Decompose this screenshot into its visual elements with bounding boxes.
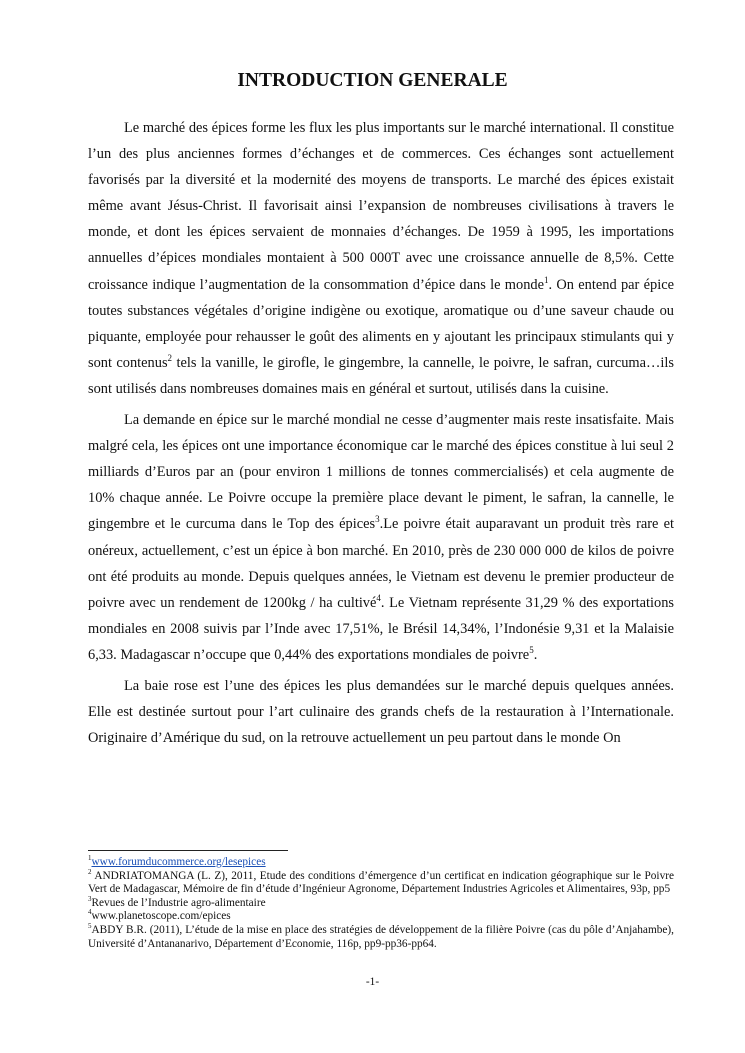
footnote-ref: 4 — [376, 592, 381, 603]
paragraph-text: tels la vanille, le girofle, le gingembre, la cannelle, le poivre, le safran, curcuma…ils sont utilisés dans nombreuses domaines mais en général et surtout, utilisés dans la cuisine. — [88, 354, 674, 397]
footnote-ref: 3 — [375, 514, 380, 525]
paragraph-text: La baie rose est l’une des épices les plus demandées sur le marché depuis quelques années. Elle est destinée surtout pour l’art culinaire des grands chefs de la restauration à l’Internationale. Originaire d’Amérique du sud, on la retrouve actuellement un peu partout dans le monde On — [88, 677, 674, 747]
footnote-text: Revues de l’Industrie agro-alimentaire — [91, 896, 266, 909]
footnote-number: 1 — [88, 854, 92, 863]
footnote-1 — [88, 856, 674, 870]
footnote-5 — [88, 924, 674, 951]
footnote-3 — [88, 897, 674, 911]
paragraph-2 — [88, 407, 674, 668]
paragraph-text: Le marché des épices forme les flux les plus importants sur le marché international. Il constitue l’un des plus anciennes formes d’échanges et de commerces. Ces échanges sont actuellement favorisés par la diversité et la modernité des moyens de transports. Le marché des épices existait même avant Jésus-Christ. Il favorisait ainsi l’expansion de nombreuses civilisations à travers le monde, et dont les épices servaient de monnaies d’échanges. De 1959 à 1995, les importations annuelles d’épices mondiales montaient à 500 000T avec une croissance annuelle de 8,5%. Cette croissance indique l’augmentation de la consommation d’épice dans le monde — [88, 120, 674, 293]
footnote-separator — [88, 850, 288, 851]
footnote-number: 3 — [88, 895, 92, 904]
paragraph-3 — [88, 673, 674, 751]
footnote-4 — [88, 910, 674, 924]
footnote-text: www.planetoscope.com/epices — [91, 910, 231, 923]
page-title: INTRODUCTION GENERALE — [237, 70, 508, 91]
footnote-ref: 5 — [529, 645, 534, 656]
paragraph-text: .Le poivre était auparavant un produit très rare et onéreux, actuellement, c’est un épice à bon marché. En 2010, près de 230 000 000 de kilos de poivre ont été produits au monde. Depuis quelques années, le Vietnam est devenu le premier producteur de poivre avec un rendement de 1200kg / ha cultivé — [88, 516, 674, 611]
paragraph-1 — [88, 115, 674, 402]
footnote-number: 5 — [88, 922, 92, 931]
paragraph-text: . — [533, 646, 538, 663]
footnote-ref: 1 — [543, 274, 549, 285]
footnote-ref: 2 — [167, 353, 173, 364]
footnote-number: 2 — [88, 867, 92, 876]
footnote-text: ANDRIATOMANGA (L. Z), 2011, Etude des conditions d’émergence d’un certificat en indication géographique sur le Poivre Vert de Madagascar, Mémoire de fin d’étude d’Ingénieur Agronome, Département Industries Agricoles et Alimentaires, 93p, pp5 — [88, 869, 674, 896]
body-text — [88, 115, 674, 756]
footnotes — [88, 856, 674, 951]
paragraph-text: . Le Vietnam représente 31,29 % des exportations mondiales en 2008 suivis par l’Inde avec 17,51%, le Brésil 14,34%, l’Indonésie 9,31 et la Malaisie 6,33. Madagascar n’occupe que 0,44% des exportations mondiales de poivre — [88, 594, 674, 663]
paragraph-text: . On entend par épice toutes substances végétales d’origine indigène ou exotique, aromatique ou d’une saveur chaude ou piquante, employée pour rehausser le goût des aliments en y ajoutant les principaux stimulants qui y sont contenus — [88, 276, 674, 371]
paragraph-text: La demande en épice sur le marché mondial ne cesse d’augmenter mais reste insatisfaite. Mais malgré cela, les épices ont une importance économique car le marché des épices constitue à lui seul 2 milliards d’Euros par an (pour environ 1 millions de tonnes commercialisés) et cela augmente de 10% chaque année. Le Poivre occupe la première place devant le piment, le safran, la cannelle, le gingembre et le curcuma dans le Top des épices — [88, 412, 674, 533]
footnote-number: 4 — [88, 908, 92, 917]
page-number: -1- — [365, 976, 380, 988]
footnote-text: ABDY B.R. (2011), L’étude de la mise en place des stratégies de développement de la filière Poivre (cas du pôle d’Anjahambe), Université d’Antananarivo, Département d’Economie, 116p, pp9-pp36-pp64. — [88, 923, 674, 950]
footnote-link[interactable]: www.forumducommerce.org/lesepices — [91, 856, 266, 868]
footnote-2 — [88, 867, 674, 897]
